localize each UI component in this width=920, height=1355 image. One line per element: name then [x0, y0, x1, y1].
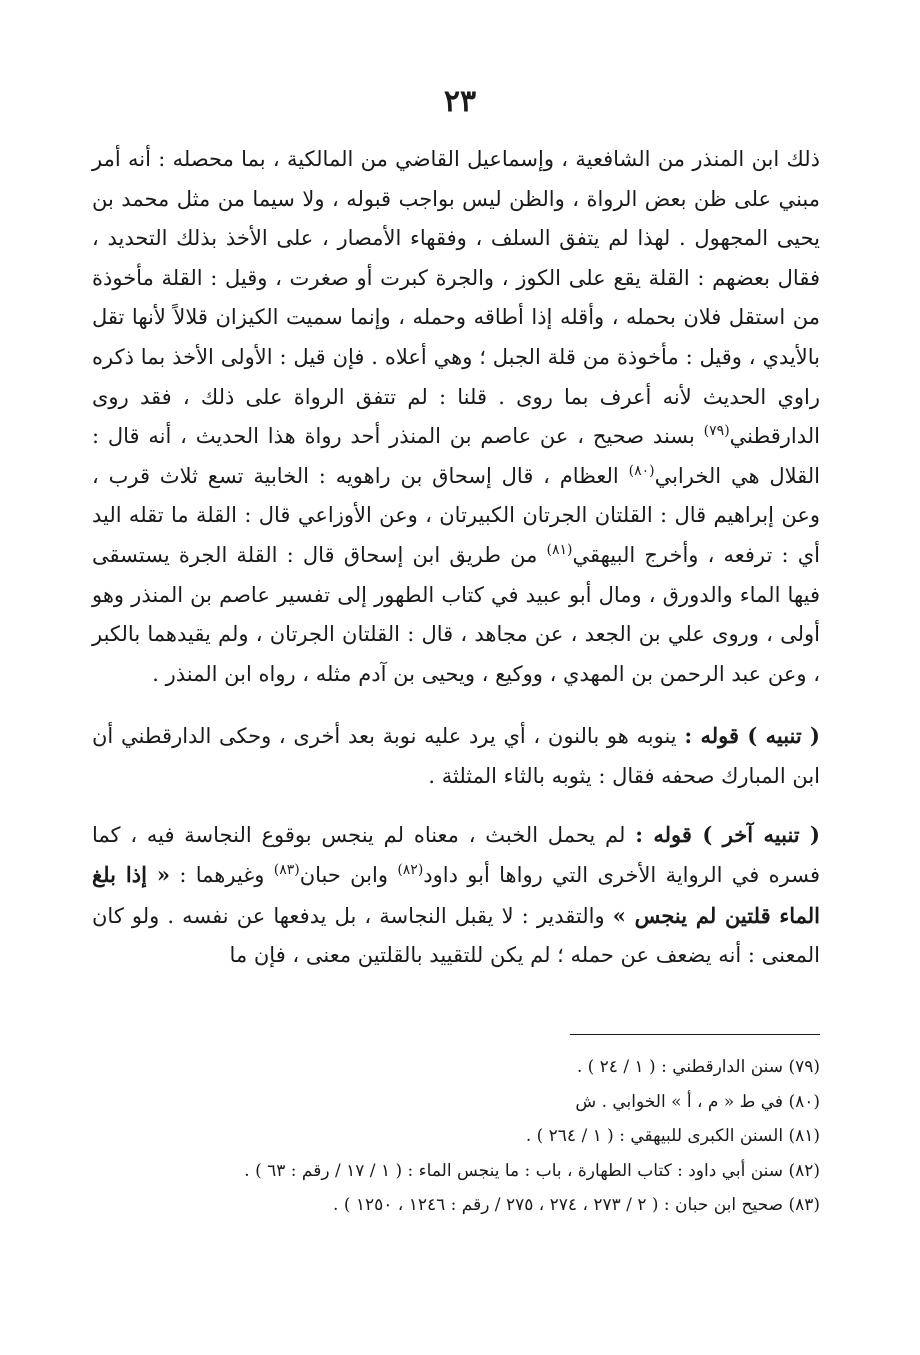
tanbih-heading: ( تنبيه ) قوله :	[684, 723, 820, 749]
page-number: ٢٣	[443, 84, 477, 119]
footnote-ref-82: (٨٢)	[397, 862, 424, 879]
tanbih-heading: ( تنبيه آخر ) قوله :	[635, 821, 820, 847]
text-segment: والتقدير : لا يقبل النجاسة ، بل يدفعها عن نفسه . ولو كان المعنى : أنه يضعف عن حمله ؛ لم يكن للتقييد بالقلتين معنى ، فإن ما	[92, 903, 820, 968]
footnote-82: (٨٢) سنن أبي داود : كتاب الطهارة ، باب : ما ينجس الماء : ( ١ / ١٧ / رقم : ٦٣ ) .	[244, 1160, 820, 1181]
text-segment: لم يحمل الخبث ، معناه لم ينجس بوقوع النجاسة فيه ، كما فسره في الرواية الأخرى التي رواها أبو داود	[92, 822, 821, 888]
footnote-83: (٨٣) صحيح ابن حبان : ( ٢ / ٢٧٣ ، ٢٧٤ ، ٢٧٥ / رقم : ١٢٤٦ ، ١٢٥٠ ) .	[333, 1195, 820, 1215]
footnote-81: (٨١) السنن الكبرى للبيهقي : ( ١ / ٢٦٤ ) .	[525, 1126, 820, 1146]
paragraph-tanbih-1	[92, 716, 820, 796]
text-segment: وغيرهما :	[170, 863, 274, 888]
text-segment: العظام ، قال إسحاق بن راهويه : الخابية تسع ثلاث قرب ، وعن إبراهيم قال : القلتان الجرتان الكبيرتان ، وعن الأوزاعي قال : القلة ما تقله اليد أي : ترفعه ، وأخرج البيهقي	[92, 463, 820, 567]
text-segment: ينوبه هو بالنون ، أي يرد عليه نوبة بعد أخرى ، وحكى الدارقطني أن ابن المبارك صحفه فقال : يثوبه بالثاء المثلثة .	[92, 724, 820, 788]
footnote-ref-80: (٨٠)	[628, 462, 655, 479]
footnotes	[92, 1050, 820, 1223]
footnote-79: (٧٩) سنن الدارقطني : ( ١ / ٢٤ ) .	[576, 1057, 820, 1077]
footnote-divider	[570, 1034, 820, 1035]
paragraph-qullah-definitions	[92, 140, 820, 694]
footnote-ref-81: (٨١)	[546, 541, 573, 558]
text-segment: بسند صحيح ، عن عاصم بن المنذر أحد رواة هذا الحديث ، أنه قال : القلال هي الخرابي	[92, 424, 820, 488]
text-segment: من طريق ابن إسحاق قال : القلة الجرة يستسقى فيها الماء والدورق ، ومال أبو عبيد في كتاب الطهور إلى تفسير عاصم بن المنذر وهو أولى ، وروى علي بن الجعد ، عن مجاهد ، قال : القلتان الجرتان ، ولم يقيدهما بالكبر ، وعن عبد الرحمن بن المهدي ، ووكيع ، ويحيى بن آدم مثله ، رواه ابن المنذر .	[92, 542, 820, 686]
footnote-ref-83: (٨٣)	[273, 862, 300, 879]
paragraph-tanbih-2	[92, 815, 820, 976]
footnote-ref-79: (٧٩)	[703, 423, 730, 440]
text-segment: ذلك ابن المنذر من الشافعية ، وإسماعيل القاضي من المالكية ، بما محصله : أنه أمر مبني على ظن بعض الرواة ، والظن ليس بواجب قبوله ، ولا سيما من مثل محمد بن يحيى المجهول . لهذا لم يتفق السلف ، وفقهاء الأمصار ، على الأخذ بذلك التحديد ، فقال بعضهم : القلة يقع على الكوز ، والجرة كبرت أو صغرت ، وقيل : القلة مأخوذة من استقل فلان بحمله ، وأقله إذا أطاقه وحمله ، وإنما سميت الكيزان قلالاً لأنها تقل بالأيدي ، وقيل : مأخوذة من قلة الجبل ؛ وهي أعلاه . فإن قيل : الأولى الأخذ بما ذكره راوي الحديث لأنه أعرف بما روى . قلنا : لم تتفق الرواة على ذلك ، فقد روى الدارقطني	[92, 147, 820, 449]
footnote-80: (٨٠) في ط « م ، أ » الخوابي . ش	[575, 1091, 820, 1112]
main-text	[92, 140, 820, 976]
text-segment: وابن حبان	[299, 863, 398, 888]
hadith-quote: « إذا بلغ الماء قلتين لم ينجس »	[92, 862, 820, 928]
